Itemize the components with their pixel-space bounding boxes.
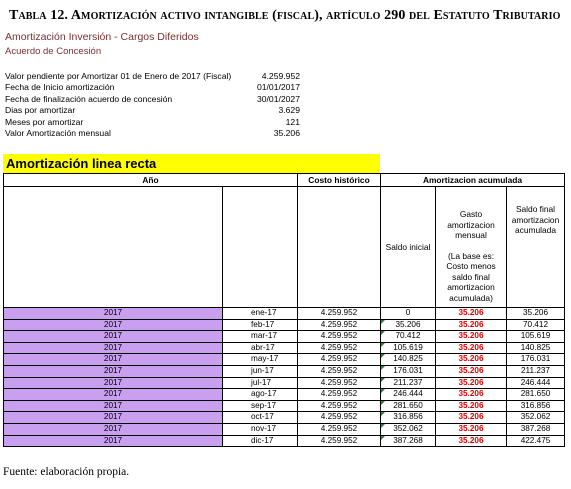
table-row xyxy=(4,331,565,343)
header-saldo-final: Saldo final amortizacion acumulada xyxy=(507,187,565,308)
gasto-cell xyxy=(436,308,507,320)
saldo-inicial-cell xyxy=(381,365,436,377)
gasto-cell-value: 35.206 xyxy=(458,377,484,387)
subtitle-secondary: Acuerdo de Concesión xyxy=(5,46,102,57)
saldo-inicial-cell xyxy=(381,435,436,447)
year-cell xyxy=(4,412,223,424)
header-gasto xyxy=(436,187,507,308)
param-label: Meses por amortizar xyxy=(5,116,84,127)
table-row xyxy=(4,435,565,447)
saldo-final-cell-value: 352.062 xyxy=(520,412,551,422)
header-amortization: Amortizacion acumulada xyxy=(381,174,565,187)
gasto-cell xyxy=(436,354,507,366)
cost-cell-value: 4.259.952 xyxy=(320,389,358,399)
year-cell-value: 2017 xyxy=(103,400,123,410)
gasto-cell xyxy=(436,412,507,424)
saldo-final-cell xyxy=(507,389,565,401)
month-cell-value: may-17 xyxy=(251,354,279,364)
cost-cell xyxy=(298,377,381,389)
header-gasto-label: Gasto amortizacion mensual xyxy=(447,209,495,240)
saldo-inicial-cell-value: 35.206 xyxy=(395,319,421,329)
month-cell-value: ene-17 xyxy=(251,308,277,317)
cost-cell-value: 4.259.952 xyxy=(320,331,358,341)
cost-cell xyxy=(298,319,381,331)
saldo-inicial-cell-value: 211.237 xyxy=(393,377,423,387)
month-cell-value: jun-17 xyxy=(251,365,274,375)
cost-cell-value: 4.259.952 xyxy=(320,423,358,433)
gasto-cell xyxy=(436,319,507,331)
cost-cell xyxy=(298,365,381,377)
cost-cell-value: 4.259.952 xyxy=(320,354,358,364)
table-row xyxy=(4,365,565,377)
year-cell-value: 2017 xyxy=(103,435,123,445)
cost-cell xyxy=(298,400,381,412)
saldo-inicial-cell-value: 352.062 xyxy=(393,423,423,433)
year-cell-value: 2017 xyxy=(103,308,123,317)
cost-cell xyxy=(298,423,381,435)
header-year: Año xyxy=(4,174,298,187)
saldo-inicial-cell-value: 387.268 xyxy=(393,435,423,445)
year-cell xyxy=(4,331,223,343)
saldo-inicial-cell-value: 281.650 xyxy=(393,400,423,410)
header-gasto-note: (La base es: Costo menos saldo final amortizacion acumulada) xyxy=(446,250,496,303)
year-cell-value: 2017 xyxy=(103,377,123,387)
saldo-final-cell xyxy=(507,400,565,412)
cell-marker-icon xyxy=(381,424,385,428)
saldo-inicial-cell xyxy=(381,308,436,320)
month-cell xyxy=(223,389,298,401)
cost-cell-value: 4.259.952 xyxy=(320,400,358,410)
cost-cell xyxy=(298,412,381,424)
year-cell xyxy=(4,308,223,320)
cell-marker-icon xyxy=(381,331,385,335)
param-label: Dias por amortizar xyxy=(5,105,76,116)
saldo-inicial-cell-value: 316.856 xyxy=(393,412,423,422)
saldo-inicial-cell xyxy=(381,400,436,412)
cell-marker-icon xyxy=(381,343,385,347)
header-blank xyxy=(4,187,223,308)
month-cell xyxy=(223,342,298,354)
gasto-cell-value: 35.206 xyxy=(458,308,484,317)
saldo-final-cell xyxy=(507,412,565,424)
saldo-final-cell xyxy=(507,423,565,435)
saldo-final-cell-value: 70.412 xyxy=(522,319,549,329)
saldo-inicial-cell xyxy=(381,423,436,435)
saldo-final-cell-value: 211.237 xyxy=(521,365,550,375)
saldo-final-cell xyxy=(507,365,565,377)
saldo-final-cell xyxy=(507,342,565,354)
gasto-cell-value: 35.206 xyxy=(458,331,484,341)
gasto-cell-value: 35.206 xyxy=(458,389,484,399)
cost-cell xyxy=(298,389,381,401)
header-cost: Costo histórico xyxy=(298,174,381,187)
cell-marker-icon xyxy=(381,378,385,382)
param-value: 01/01/2017 xyxy=(256,82,300,93)
param-row xyxy=(5,105,300,116)
gasto-cell-value: 35.206 xyxy=(458,365,484,375)
gasto-cell-value: 35.206 xyxy=(458,354,484,364)
param-value: 3.629 xyxy=(278,105,300,116)
subtitle: Amortización Inversión - Cargos Diferidos xyxy=(5,31,199,43)
saldo-inicial-cell xyxy=(381,354,436,366)
section-title: Amortización linea recta xyxy=(3,154,380,173)
gasto-cell-value: 35.206 xyxy=(458,435,484,445)
year-cell-value: 2017 xyxy=(103,354,123,364)
saldo-final-cell-value: 316.856 xyxy=(520,400,551,410)
cost-cell xyxy=(298,354,381,366)
gasto-cell xyxy=(436,377,507,389)
table-row xyxy=(4,423,565,435)
table-row xyxy=(4,308,565,320)
month-cell xyxy=(223,319,298,331)
saldo-inicial-cell-value: 176.031 xyxy=(393,365,423,375)
cost-cell xyxy=(298,435,381,447)
gasto-cell xyxy=(436,342,507,354)
month-cell-value: oct-17 xyxy=(251,412,274,422)
gasto-cell xyxy=(436,435,507,447)
gasto-cell xyxy=(436,331,507,343)
param-label: Fecha de finalización acuerdo de concesión xyxy=(5,93,173,104)
saldo-inicial-cell xyxy=(381,331,436,343)
saldo-final-cell xyxy=(507,319,565,331)
param-value: 35.206 xyxy=(273,127,300,138)
header-blank xyxy=(223,187,298,308)
cell-marker-icon xyxy=(381,320,385,324)
param-label: Valor pendiente por Amortizar 01 de Enero de 2017 (Fiscal) xyxy=(5,71,232,81)
month-cell xyxy=(223,423,298,435)
cost-cell xyxy=(298,331,381,343)
table-row xyxy=(4,354,565,366)
saldo-final-cell xyxy=(507,331,565,343)
gasto-cell-value: 35.206 xyxy=(458,423,484,433)
gasto-cell-value: 35.206 xyxy=(458,400,484,410)
param-label: Valor Amortización mensual xyxy=(5,127,111,138)
saldo-final-cell-value: 422.475 xyxy=(520,435,551,445)
table-row xyxy=(4,342,565,354)
cost-cell xyxy=(298,342,381,354)
saldo-inicial-cell-value: 105.619 xyxy=(393,342,423,352)
month-cell-value: mar-17 xyxy=(251,331,277,341)
month-cell xyxy=(223,435,298,447)
year-cell-value: 2017 xyxy=(103,342,123,352)
header-blank xyxy=(298,187,381,308)
year-cell-value: 2017 xyxy=(103,319,123,329)
saldo-inicial-cell-value: 140.825 xyxy=(393,354,423,364)
saldo-inicial-cell-value: 70.412 xyxy=(395,331,421,341)
cell-marker-icon xyxy=(381,436,385,440)
param-row xyxy=(5,117,300,128)
year-cell-value: 2017 xyxy=(103,365,123,375)
param-row xyxy=(5,128,300,139)
cost-cell-value: 4.259.952 xyxy=(320,412,358,422)
param-value: 4.259.952 xyxy=(261,71,300,81)
year-cell xyxy=(4,365,223,377)
table-row xyxy=(4,319,565,331)
cost-cell-value: 4.259.952 xyxy=(320,319,358,329)
year-cell xyxy=(4,342,223,354)
table-body xyxy=(4,308,565,447)
gasto-cell-value: 35.206 xyxy=(458,412,484,422)
month-cell xyxy=(223,400,298,412)
gasto-cell xyxy=(436,400,507,412)
saldo-final-cell-value: 140.825 xyxy=(520,342,551,352)
cell-marker-icon xyxy=(381,412,385,416)
saldo-final-cell-value: 387.268 xyxy=(520,423,551,433)
table-row xyxy=(4,377,565,389)
param-row xyxy=(5,71,300,82)
month-cell xyxy=(223,354,298,366)
month-cell xyxy=(223,365,298,377)
param-label: Fecha de Inicio amortización xyxy=(5,82,115,93)
table-row xyxy=(4,412,565,424)
param-row xyxy=(5,82,300,93)
year-cell xyxy=(4,400,223,412)
param-value: 30/01/2027 xyxy=(256,93,300,104)
gasto-cell-value: 35.206 xyxy=(458,342,484,352)
saldo-final-cell xyxy=(507,354,565,366)
year-cell xyxy=(4,435,223,447)
gasto-cell-value: 35.206 xyxy=(458,319,484,329)
month-cell-value: dic-17 xyxy=(251,435,274,445)
saldo-inicial-cell xyxy=(381,319,436,331)
year-cell-value: 2017 xyxy=(103,389,123,399)
cell-marker-icon xyxy=(381,354,385,358)
saldo-inicial-cell-value: 246.444 xyxy=(393,389,423,399)
cell-marker-icon xyxy=(381,401,385,405)
parameters-block xyxy=(5,71,300,139)
amortization-table xyxy=(3,173,565,447)
year-cell-value: 2017 xyxy=(103,331,123,341)
param-row xyxy=(5,94,300,105)
cost-cell-value: 4.259.952 xyxy=(320,308,358,317)
saldo-final-cell xyxy=(507,308,565,320)
cost-cell-value: 4.259.952 xyxy=(320,365,358,375)
header-detail-row xyxy=(4,187,565,308)
saldo-final-cell-value: 176.031 xyxy=(520,354,551,364)
saldo-inicial-cell xyxy=(381,342,436,354)
year-cell-value: 2017 xyxy=(103,412,123,422)
month-cell xyxy=(223,308,298,320)
saldo-final-cell-value: 281.650 xyxy=(520,389,551,399)
gasto-cell xyxy=(436,389,507,401)
saldo-inicial-cell-value: 0 xyxy=(405,308,411,317)
cost-cell-value: 4.259.952 xyxy=(320,342,358,352)
year-cell xyxy=(4,354,223,366)
month-cell-value: nov-17 xyxy=(251,423,277,433)
saldo-final-cell-value: 35.206 xyxy=(522,308,549,317)
cell-marker-icon xyxy=(381,389,385,393)
header-row xyxy=(4,174,565,187)
saldo-inicial-cell xyxy=(381,377,436,389)
cell-marker-icon xyxy=(381,366,385,370)
cost-cell xyxy=(298,308,381,320)
gasto-cell xyxy=(436,365,507,377)
month-cell-value: jul-17 xyxy=(251,377,272,387)
saldo-inicial-cell xyxy=(381,412,436,424)
source-note: Fuente: elaboración propia. xyxy=(3,466,130,478)
month-cell xyxy=(223,412,298,424)
month-cell-value: abr-17 xyxy=(251,342,275,352)
year-cell xyxy=(4,423,223,435)
month-cell xyxy=(223,377,298,389)
year-cell xyxy=(4,377,223,389)
table-row xyxy=(4,389,565,401)
saldo-final-cell xyxy=(507,377,565,389)
month-cell-value: sep-17 xyxy=(251,400,277,410)
month-cell xyxy=(223,331,298,343)
header-saldo-inicial: Saldo inicial xyxy=(381,187,436,308)
saldo-inicial-cell xyxy=(381,389,436,401)
month-cell-value: feb-17 xyxy=(251,319,275,329)
table-row xyxy=(4,400,565,412)
month-cell-value: ago-17 xyxy=(251,389,277,399)
year-cell-value: 2017 xyxy=(103,423,123,433)
cost-cell-value: 4.259.952 xyxy=(320,435,358,445)
year-cell xyxy=(4,319,223,331)
table-title: Tabla 12. Amortización activo intangible (fiscal), artículo 290 del Estatuto Tributario xyxy=(9,8,561,23)
gasto-cell xyxy=(436,423,507,435)
saldo-final-cell-value: 246.444 xyxy=(520,377,551,387)
saldo-final-cell-value: 105.619 xyxy=(520,331,551,341)
param-value: 121 xyxy=(285,116,300,127)
year-cell xyxy=(4,389,223,401)
saldo-final-cell xyxy=(507,435,565,447)
cost-cell-value: 4.259.952 xyxy=(320,377,358,387)
